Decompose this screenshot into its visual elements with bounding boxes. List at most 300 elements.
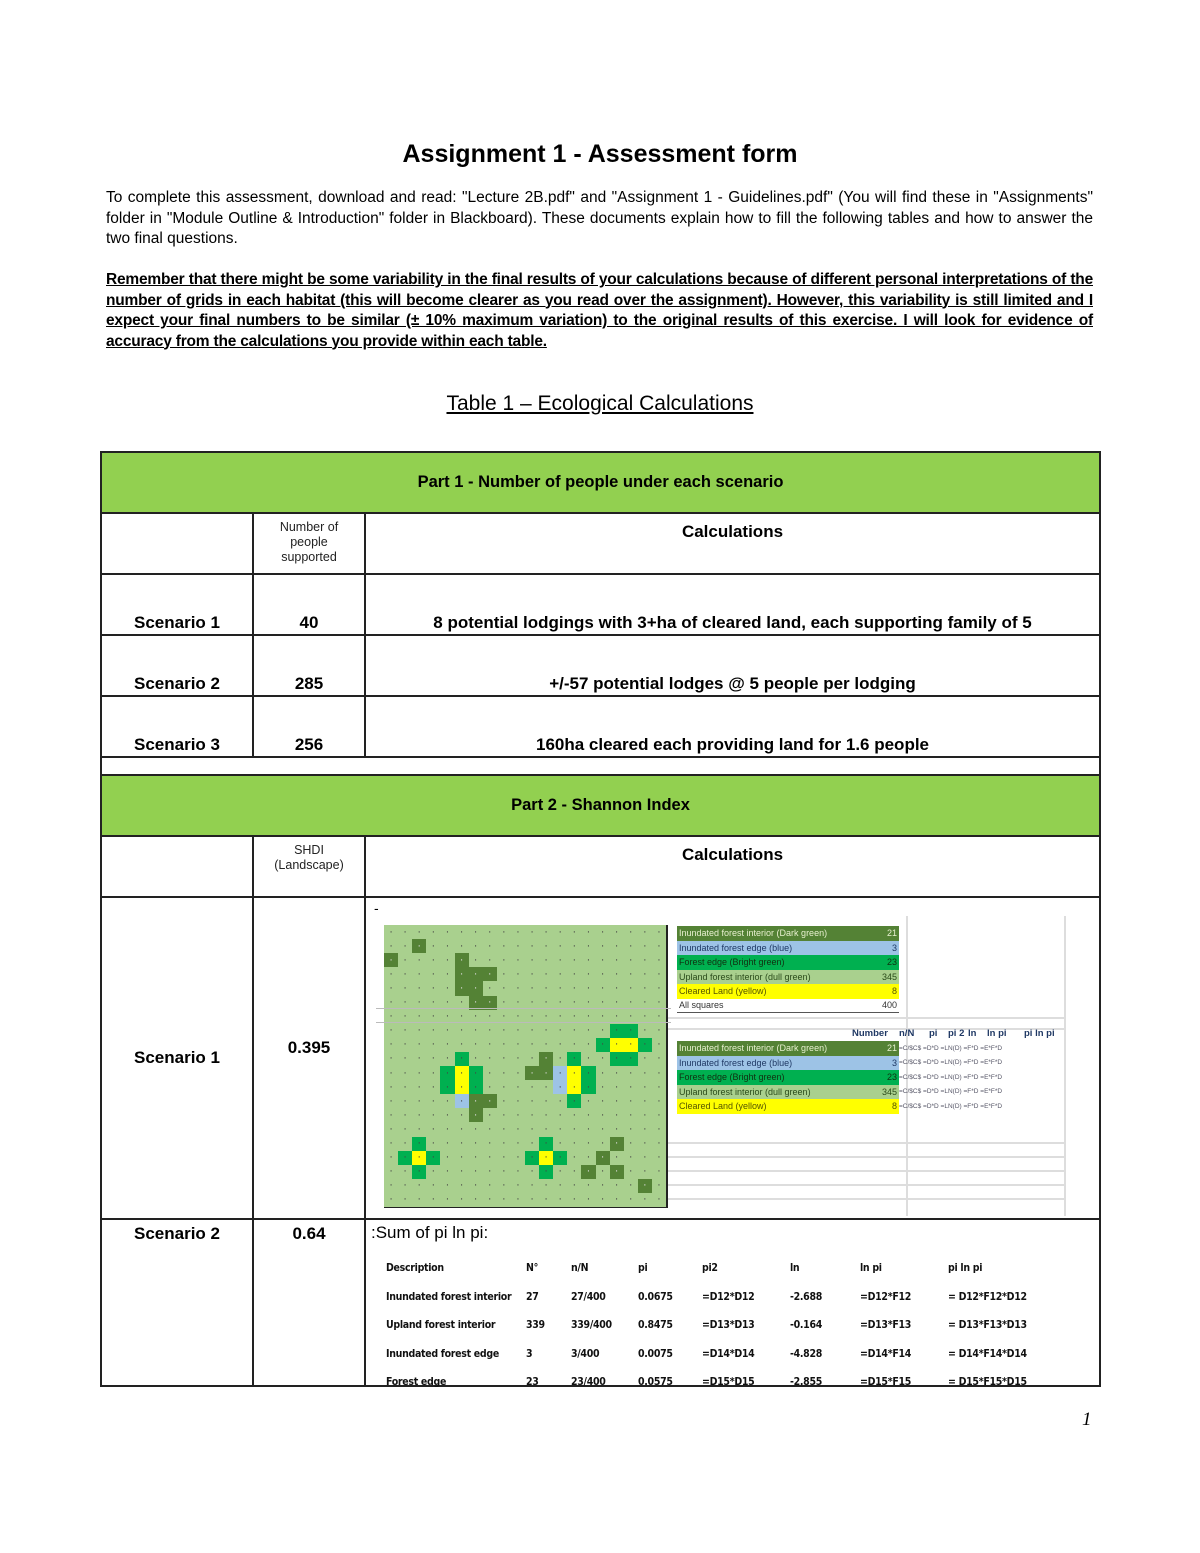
grid-cell: [610, 925, 624, 939]
legend-count: 400: [881, 1000, 897, 1011]
grid-cell: [483, 939, 497, 953]
grid-cell: [610, 1151, 624, 1165]
grid-cell: [426, 1080, 440, 1094]
grid-cell: [638, 981, 652, 995]
calculation-text: 160ha cleared each providing land for 1.6 people: [535, 735, 930, 754]
legend-count: 21: [886, 928, 897, 939]
grid-cell: [384, 1094, 398, 1108]
grid-cell: [624, 925, 638, 939]
habitat-legend-counts: [677, 926, 899, 1013]
grid-cell: [539, 1165, 553, 1179]
grid-cell: [497, 1151, 511, 1165]
grid-cell: [596, 1165, 610, 1179]
calc-column-header: pi: [929, 1028, 938, 1039]
grid-cell: [581, 1122, 595, 1136]
grid-cell: [525, 1193, 539, 1207]
grid-cell: [384, 1052, 398, 1066]
grid-cell: [398, 1179, 412, 1193]
grid-cell: [652, 925, 666, 939]
grid-cell: [596, 1094, 610, 1108]
grid-cell: [412, 967, 426, 981]
empty-header-cell: [102, 514, 254, 573]
grid-cell: [412, 1052, 426, 1066]
sum-title: :Sum of pi ln pi:: [371, 1223, 489, 1242]
grid-cell: [638, 939, 652, 953]
grid-cell: [610, 1038, 624, 1052]
grid-cell: [638, 1165, 652, 1179]
grid-cell: [581, 1165, 595, 1179]
grid-cell: [483, 1052, 497, 1066]
grid-cell: [553, 1024, 567, 1038]
grid-cell: [596, 1024, 610, 1038]
grid-cell: [455, 967, 469, 981]
calculations-header: Calculations: [681, 845, 784, 864]
grid-cell: [497, 953, 511, 967]
grid-cell: [581, 1038, 595, 1052]
grid-cell: [553, 967, 567, 981]
grid-cell: [398, 1052, 412, 1066]
grid-cell: [567, 1066, 581, 1080]
grid-cell: [511, 939, 525, 953]
grid-cell: [412, 1193, 426, 1207]
grid-cell: [483, 1137, 497, 1151]
grid-cell: [525, 953, 539, 967]
legend-label: Inundated forest interior (Dark green): [679, 1043, 828, 1054]
grid-cell: [483, 1024, 497, 1038]
sheet-row: [386, 1311, 1058, 1340]
grid-cell: [525, 925, 539, 939]
grid-cell: [497, 1108, 511, 1122]
grid-cell: [440, 1052, 454, 1066]
grid-cell: [624, 1122, 638, 1136]
sheet-cell: ln: [790, 1262, 800, 1275]
grid-cell: [412, 1066, 426, 1080]
grid-cell: [469, 953, 483, 967]
grid-cell: [610, 981, 624, 995]
grid-cell: [511, 1052, 525, 1066]
sheet-cell: -4.828: [790, 1347, 823, 1360]
sheet-cell: 27/400: [571, 1290, 606, 1303]
grid-cell: [469, 1108, 483, 1122]
scenario1-shannon-row: [102, 898, 1099, 1220]
sheet-cell: = D12*F12*D12: [948, 1290, 1027, 1303]
grid-cell: [483, 1038, 497, 1052]
grid-cell: [426, 1038, 440, 1052]
grid-cell: [497, 967, 511, 981]
variability-notice: Remember that there might be some variability in the final results of your calculations because of different personal interpretations of the number of grids in each habitat (this will become clearer as you read over the assignment). However, this variability is still limited and I expect your final numbers to be similar (± 10% maximum variation) to the original results of this exercise. I will look for evidence of accuracy from the calculations you provide within each table.: [106, 271, 1093, 350]
grid-cell: [469, 1122, 483, 1136]
calc-column-header: Number: [852, 1028, 888, 1039]
grid-cell: [652, 1108, 666, 1122]
grid-cell: [426, 925, 440, 939]
grid-cell: [426, 1122, 440, 1136]
grid-cell: [624, 1038, 638, 1052]
grid-cell: [398, 1094, 412, 1108]
grid-cell: [525, 1080, 539, 1094]
formula-cells: =C/$C$ =D*D =LN(D) =F*D =E*F*D: [899, 1044, 1003, 1052]
ecological-calculations-table: [100, 451, 1101, 1387]
grid-cell: [469, 967, 483, 981]
legend-label: Inundated forest interior (Dark green): [679, 928, 828, 939]
grid-cell: [610, 953, 624, 967]
grid-cell: [652, 1193, 666, 1207]
people-value: 285: [294, 674, 324, 693]
grid-cell: [384, 1108, 398, 1122]
grid-cell: [581, 939, 595, 953]
shannon-spreadsheet: [386, 1254, 1058, 1397]
grid-cell: [455, 1137, 469, 1151]
legend-row: [677, 970, 899, 985]
grid-cell: [398, 1165, 412, 1179]
grid-cell: [398, 939, 412, 953]
calc-column-header: ln: [968, 1028, 977, 1039]
grid-cell: [511, 1108, 525, 1122]
grid-cell: [539, 981, 553, 995]
sheet-cell: Upland forest interior: [386, 1319, 496, 1332]
grid-cell: [596, 1066, 610, 1080]
grid-cell: [398, 1108, 412, 1122]
legend-calc-row: [677, 1041, 1003, 1056]
shdi-value: 0.395: [287, 1038, 331, 1057]
sheet-cell: -0.164: [790, 1319, 823, 1332]
grid-cell: [596, 1151, 610, 1165]
grid-cell: [581, 1066, 595, 1080]
grid-cell: [567, 1080, 581, 1094]
grid-cell: [497, 1052, 511, 1066]
legend-label: Inundated forest edge (blue): [679, 942, 793, 953]
grid-cell: [469, 981, 483, 995]
part1-heading: [102, 453, 1099, 514]
grid-cell: [567, 939, 581, 953]
habitat-legend-calculations: [677, 1026, 1087, 1114]
grid-cell: [440, 1179, 454, 1193]
grid-cell: [384, 981, 398, 995]
grid-cell: [581, 1080, 595, 1094]
grid-cell: [511, 1038, 525, 1052]
grid-cell: [426, 953, 440, 967]
grid-cell: [483, 1151, 497, 1165]
grid-cell: [567, 1122, 581, 1136]
sheet-cell: ln pi: [860, 1262, 882, 1275]
grid-cell: [440, 1108, 454, 1122]
grid-cell: [567, 1193, 581, 1207]
sheet-cell: =D13*F13: [860, 1319, 912, 1332]
grid-cell: [525, 1038, 539, 1052]
grid-cell: [596, 953, 610, 967]
grid-cell: [412, 1108, 426, 1122]
grid-cell: [610, 1108, 624, 1122]
grid-cell: [455, 1193, 469, 1207]
grid-cell: [567, 1151, 581, 1165]
grid-cell: [455, 981, 469, 995]
grid-cell: [440, 1024, 454, 1038]
sheet-row: [386, 1283, 1058, 1312]
grid-cell: [553, 939, 567, 953]
grid-cell: [511, 925, 525, 939]
scenario-label: Scenario 2: [134, 674, 220, 693]
grid-cell: [596, 967, 610, 981]
legend-label: Upland forest interior (dull green): [679, 1086, 811, 1097]
legend-calc-row: [677, 1070, 1003, 1085]
grid-cell: [497, 1193, 511, 1207]
grid-cell: [455, 925, 469, 939]
grid-cell: [469, 1193, 483, 1207]
sheet-cell: = D14*F14*D14: [948, 1347, 1027, 1360]
legend-count: 8: [891, 1101, 897, 1112]
grid-cell: [384, 1038, 398, 1052]
grid-cell: [398, 981, 412, 995]
grid-cell: [652, 1038, 666, 1052]
habitat-grid-map: [384, 925, 668, 1208]
sheet-cell: Inundated forest edge: [386, 1347, 499, 1360]
grid-cell: [440, 981, 454, 995]
grid-cell: [469, 1179, 483, 1193]
grid-cell: [511, 1137, 525, 1151]
grid-cell: [596, 925, 610, 939]
sheet-cell: pi: [638, 1262, 648, 1275]
grid-cell: [426, 1108, 440, 1122]
grid-cell: [455, 939, 469, 953]
grid-cell: [638, 925, 652, 939]
grid-cell: [638, 1024, 652, 1038]
grid-cell: [384, 967, 398, 981]
grid-cell: [497, 1094, 511, 1108]
grid-cell: [469, 1151, 483, 1165]
grid-cell: [440, 1151, 454, 1165]
grid-cell: [525, 981, 539, 995]
grid-cell: [440, 1066, 454, 1080]
grid-cell: [511, 1066, 525, 1080]
grid-cell: [567, 967, 581, 981]
sheet-cell: pi ln pi: [948, 1262, 983, 1275]
grid-cell: [511, 1080, 525, 1094]
grid-cell: [539, 1038, 553, 1052]
shdi-header: SHDI (Landscape): [254, 837, 366, 896]
calc-column-header: pi ln pi: [1024, 1028, 1055, 1039]
scenario-row: [102, 575, 1099, 636]
grid-cell: [384, 953, 398, 967]
part2-heading-text: Part 2 - Shannon Index: [511, 796, 690, 814]
grid-cell: [539, 1052, 553, 1066]
grid-cell: [497, 981, 511, 995]
grid-cell: [581, 1179, 595, 1193]
people-supported-header: Number of people supported: [254, 514, 366, 573]
page-number: 1: [1082, 1409, 1092, 1430]
grid-cell: [483, 1122, 497, 1136]
legend-count: 3: [891, 1057, 897, 1068]
legend-label: Inundated forest edge (blue): [679, 1057, 793, 1068]
grid-cell: [384, 1151, 398, 1165]
grid-cell: [610, 1024, 624, 1038]
grid-cell: [455, 1122, 469, 1136]
sheet-cell: -2.688: [790, 1290, 823, 1303]
scenario-row: [102, 636, 1099, 697]
grid-cell: [624, 1179, 638, 1193]
grid-cell: [553, 1066, 567, 1080]
grid-cell: [652, 1024, 666, 1038]
grid-cell: [624, 1052, 638, 1066]
grid-cell: [652, 1066, 666, 1080]
grid-cell: [412, 1165, 426, 1179]
grid-cell: [581, 953, 595, 967]
grid-cell: [483, 1193, 497, 1207]
grid-cell: [539, 953, 553, 967]
legend-count: 23: [886, 1072, 897, 1083]
sheet-cell: Forest edge: [386, 1376, 447, 1389]
grid-cell: [398, 953, 412, 967]
grid-cell: [596, 939, 610, 953]
grid-cell: [652, 1137, 666, 1151]
grid-cell: [469, 1052, 483, 1066]
scenario1-calculation-area: [366, 898, 1099, 1218]
grid-cell: [567, 925, 581, 939]
legend-label: All squares: [679, 1000, 724, 1011]
grid-cell: [638, 1179, 652, 1193]
grid-cell: [581, 1052, 595, 1066]
grid-cell: [596, 1179, 610, 1193]
legend-row: [677, 999, 899, 1014]
grid-cell: [553, 981, 567, 995]
grid-cell: [596, 1137, 610, 1151]
grid-cell: [426, 1024, 440, 1038]
formula-cells: =C/$C$ =D*D =LN(D) =F*D =E*F*D: [899, 1102, 1003, 1110]
grid-cell: [511, 1193, 525, 1207]
grid-cell: [483, 1165, 497, 1179]
calculations-header: Calculations: [681, 522, 784, 541]
grid-cell: [553, 1122, 567, 1136]
grid-cell: [539, 939, 553, 953]
legend-count: 21: [886, 1043, 897, 1054]
grid-cell: [624, 1193, 638, 1207]
grid-cell: [638, 1080, 652, 1094]
grid-cell: [455, 1108, 469, 1122]
grid-cell: [525, 1094, 539, 1108]
grid-cell: [398, 1080, 412, 1094]
grid-cell: [511, 1165, 525, 1179]
scenario-label: Scenario 1: [134, 613, 220, 632]
grid-cell: [469, 1038, 483, 1052]
grid-cell: [440, 953, 454, 967]
grid-cell: [553, 1165, 567, 1179]
grid-cell: [581, 1151, 595, 1165]
legend-label: Upland forest interior (dull green): [679, 971, 811, 982]
grid-cell: [426, 1052, 440, 1066]
grid-cell: [525, 967, 539, 981]
grid-cell: [497, 1066, 511, 1080]
grid-cell: [426, 1094, 440, 1108]
grid-cell: [624, 981, 638, 995]
grid-cell: [412, 953, 426, 967]
grid-cell: [483, 925, 497, 939]
grid-cell: [525, 1066, 539, 1080]
grid-cell: [469, 1024, 483, 1038]
sheet-cell: -2.855: [790, 1376, 823, 1389]
grid-cell: [511, 981, 525, 995]
legend-label: Forest edge (Bright green): [679, 1072, 785, 1083]
grid-cell: [553, 925, 567, 939]
grid-cell: [596, 981, 610, 995]
grid-cell: [384, 1024, 398, 1038]
grid-cell: [553, 953, 567, 967]
grid-cell: [553, 1080, 567, 1094]
grid-cell: [525, 1122, 539, 1136]
grid-cell: [596, 1108, 610, 1122]
grid-cell: [539, 1108, 553, 1122]
grid-cell: [624, 1024, 638, 1038]
grid-cell: [624, 1066, 638, 1080]
legend-calc-row: [677, 1056, 1003, 1071]
grid-cell: [398, 967, 412, 981]
grid-cell: [398, 1066, 412, 1080]
sheet-header-row: [386, 1254, 1058, 1283]
calculation-text: +/-57 potential lodges @ 5 people per lodging: [549, 674, 916, 693]
sheet-row: [386, 1340, 1058, 1369]
grid-cell: [483, 981, 497, 995]
grid-cell: [455, 1080, 469, 1094]
formula-cells: =C/$C$ =D*D =LN(D) =F*D =E*F*D: [899, 1073, 1003, 1081]
grid-cell: [539, 1151, 553, 1165]
legend-row: [677, 941, 899, 956]
grid-cell: [539, 967, 553, 981]
sheet-cell: Description: [386, 1262, 444, 1275]
grid-cell: [483, 1108, 497, 1122]
sheet-cell: =D15*F15: [860, 1376, 912, 1389]
grid-cell: [581, 1193, 595, 1207]
grid-cell: [652, 1179, 666, 1193]
grid-cell: [581, 981, 595, 995]
grid-cell: [581, 1024, 595, 1038]
grid-cell: [469, 1066, 483, 1080]
grid-cell: [581, 967, 595, 981]
grid-cell: [567, 953, 581, 967]
grid-cell: [511, 953, 525, 967]
grid-cell: [426, 939, 440, 953]
grid-cell: [469, 1165, 483, 1179]
grid-cell: [638, 1038, 652, 1052]
grid-cell: [652, 1094, 666, 1108]
legend-count: 23: [886, 957, 897, 968]
grid-cell: [426, 967, 440, 981]
grid-cell: [610, 1080, 624, 1094]
grid-cell: [426, 1193, 440, 1207]
sheet-cell: 23: [526, 1376, 539, 1389]
grid-cell: [497, 1024, 511, 1038]
grid-cell: [638, 967, 652, 981]
grid-cell: [610, 1137, 624, 1151]
grid-cell: [426, 1179, 440, 1193]
grid-cell: [440, 1038, 454, 1052]
grid-cell: [469, 939, 483, 953]
grid-cell: [426, 981, 440, 995]
sheet-cell: =D15*D15: [702, 1376, 755, 1389]
grid-cell: [497, 939, 511, 953]
grid-cell: [652, 1080, 666, 1094]
grid-cell: [384, 1193, 398, 1207]
grid-cell: [511, 1179, 525, 1193]
legend-count: 345: [881, 971, 897, 982]
grid-cell: [539, 1193, 553, 1207]
spacer-row: [102, 758, 1099, 776]
grid-cell: [497, 1038, 511, 1052]
grid-cell: [624, 1151, 638, 1165]
grid-cell: [638, 1094, 652, 1108]
grid-cell: [440, 1193, 454, 1207]
grid-cell: [581, 925, 595, 939]
grid-cell: [469, 1094, 483, 1108]
sheet-cell: 23/400: [571, 1376, 606, 1389]
grid-cell: [525, 1151, 539, 1165]
grid-cell: [638, 1137, 652, 1151]
